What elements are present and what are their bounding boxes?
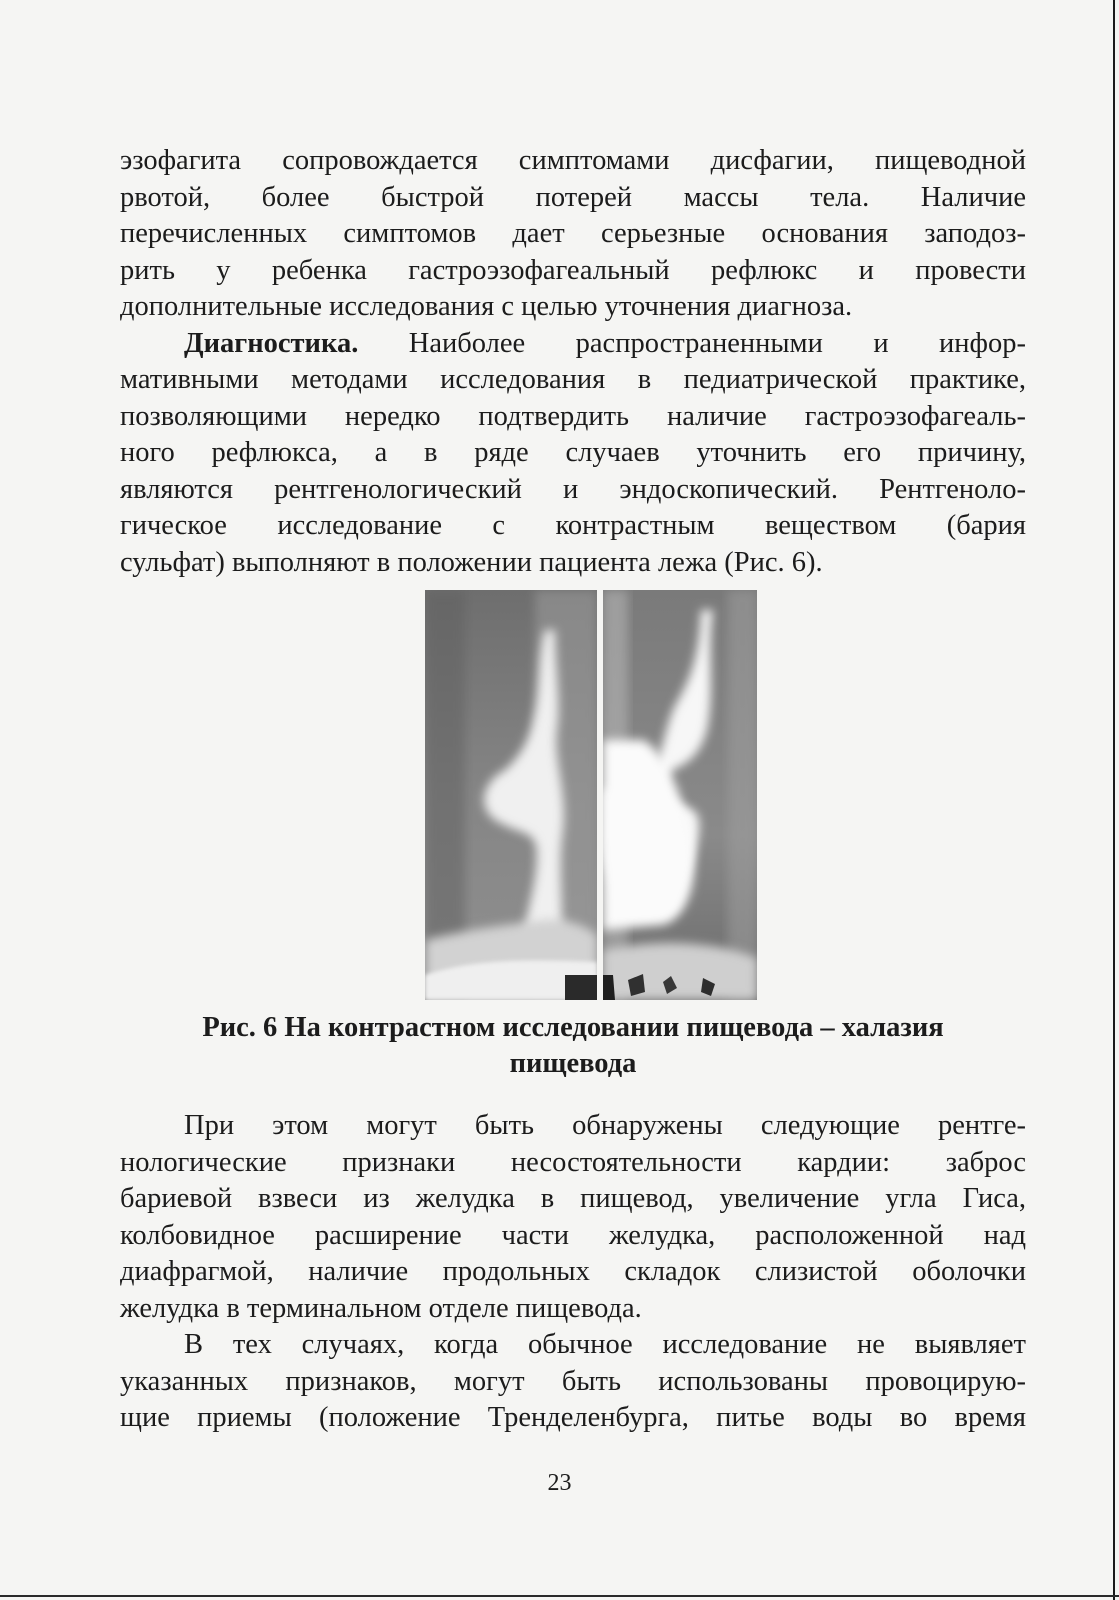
upper-text-block [120,143,1026,581]
p1-line-2: рвотой, более быстрой потерей массы тела. Наличие [120,181,1026,213]
caption-line-1: Рис. 6 На контрастном исследовании пищевода – халазия [202,1012,944,1043]
page-bottom-edge [0,1595,1119,1597]
p2-line-5: являются рентгенологический и эндоскопический. Рентгеноло- [120,473,1026,505]
p3-line-3: бариевой взвеси из желудка в пищевод, увеличение угла Гиса, [120,1183,1026,1214]
p2-line-6: гическое исследование с контрастным веществом (бария [120,510,1026,541]
p3-line-2: нологические признаки несостоятельности кардии: заброс [120,1146,1026,1178]
p2-line-4: ного рефлюкса, а в ряде случаев уточнить его причину, [120,437,1026,468]
p2-line-1 [120,326,1026,363]
p3-line-4: колбовидное расширение части желудка, расположенной над [120,1219,1026,1251]
p1-line-4: рить у ребенка гастроэзофагеальный рефлюкс и провести [120,254,1026,286]
lower-text-block [120,1108,1026,1437]
xray-figure [425,590,757,1000]
p2-line-3: позволяющими нередко подтвердить наличие гастроэзофагеаль- [120,400,1026,432]
p3-line-1: При этом могут быть обнаружены следующие рентге- [184,1110,1026,1141]
page-edge-line [1113,0,1115,1600]
p4-line-1: В тех случаях, когда обычное исследование не выявляет [184,1329,1026,1360]
p2-line-1-rest: Наиболее распространенными и инфор- [358,327,1026,359]
xray-image-right [603,590,757,1000]
p3-line-5: диафрагмой, наличие продольных складок слизистой оболочки [120,1256,1026,1287]
p1-line-3: перечисленных симптомов дает серьезные основания заподоз- [120,218,1026,249]
figure-caption [120,1010,1026,1082]
p2-line-2: мативными методами исследования в педиатрической практике, [120,364,1026,395]
diagnostics-heading: Диагностика. [184,327,359,359]
p3-line-6: желудка в терминальном отделе пищевода. [120,1292,642,1324]
p1-line-1: эзофагита сопровождается симптомами дисфагии, пищеводной [120,145,1026,176]
p4-line-3: щие приемы (положение Тренделенбурга, питье воды во время [120,1402,1026,1433]
p4-line-2: указанных признаков, могут быть использованы провоцирую- [120,1365,1026,1397]
p2-line-7: сульфат) выполняют в положении пациента лежа (Рис. 6). [120,546,823,578]
caption-line-2: пищевода [509,1048,637,1079]
xray-image-left [425,590,597,1000]
p1-line-5: дополнительные исследования с целью уточнения диагноза. [120,291,853,322]
page-number: 23 [547,1470,572,1496]
